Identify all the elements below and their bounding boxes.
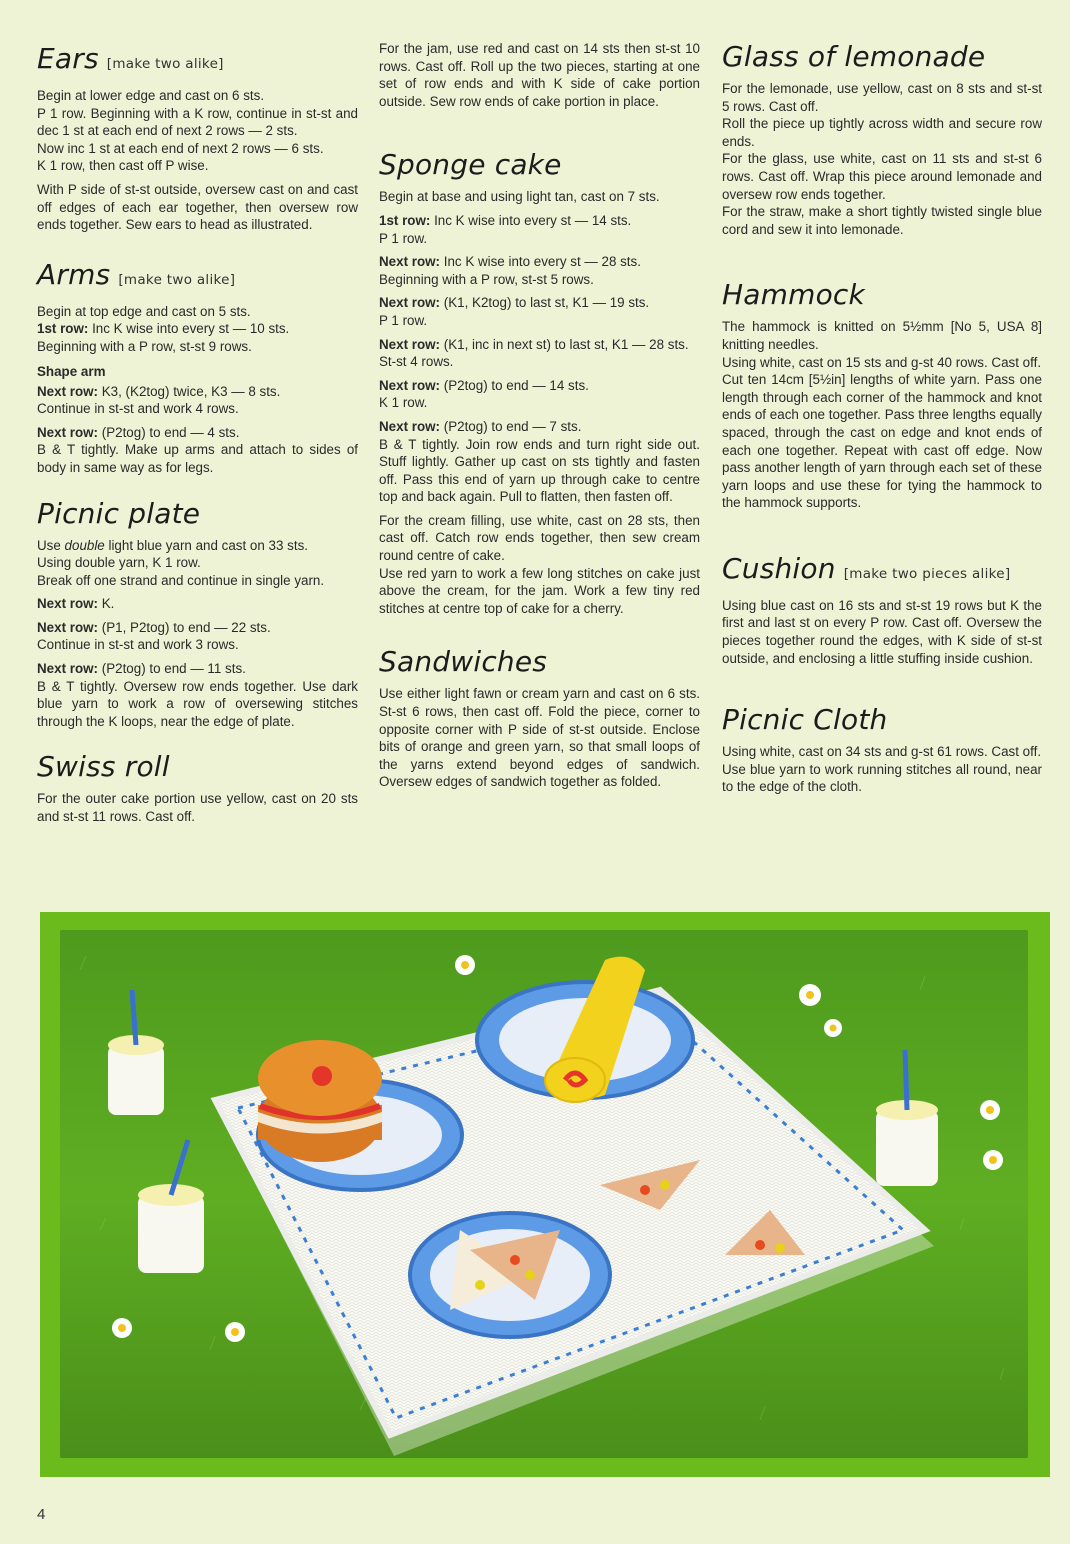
sandwiches-title: Sandwiches [379,645,548,679]
swiss-roll-title: Swiss roll [37,750,170,784]
sponge-p2: P 1 row. [379,230,428,246]
arms-p1: Begin at top edge and cast on 5 sts. [37,303,251,319]
plate-p2: Using double yarn, K 1 row. [37,555,201,571]
hammock-title: Hammock [722,278,865,312]
sponge-row3 [379,294,700,312]
sponge-row5-text: (P2tog) to end — 14 sts. [440,377,589,393]
ears-section [37,42,358,234]
lemonade-p4: For the straw, make a short tightly twisted single blue cord and sew it into lemonade. [722,204,1042,237]
plate-row3-text: (P2tog) to end — 11 sts. [98,661,246,677]
lemonade-p3: For the glass, use white, cast on 11 sts and st-st 6 rows. Cast off. Wrap this piece around lemonade and oversew row ends together. [722,151,1042,202]
ears-title: Ears [37,42,99,75]
picnic-cloth-title: Picnic Cloth [722,703,888,737]
sponge-p4: P 1 row. [379,312,428,328]
sponge-row1-label: 1st row: [379,212,431,228]
plate-row1-label: Next row: [37,596,99,612]
plate-row3-label: Next row: [37,661,99,677]
sponge-row2 [379,253,700,271]
hammock-section [722,278,1042,512]
sponge-row3-text: (K1, K2tog) to last st, K1 — 19 sts. [440,295,650,311]
sponge-row1-text: Inc K wise into every st — 14 sts. [430,212,632,228]
plate-p1-b: light blue yarn and cast on 33 sts. [104,537,308,553]
plate-p5: B & T tightly. Oversew row ends together. Use dark blue yarn to work a row of oversewing stitches through the K loops, near the edge of plate. [37,678,358,729]
cushion-section [722,552,1042,667]
page-number: 4 [37,1506,46,1523]
sponge-row4-text: (K1, inc in next st) to last st, K1 — 28 sts. [440,336,689,352]
jam-section [379,40,700,110]
sponge-row2-text: Inc K wise into every st — 28 sts. [440,254,641,270]
cushion-note: [make two pieces alike] [843,565,1011,582]
sponge-row3-label: Next row: [379,295,441,311]
picnic-illustration [60,930,1028,1458]
swiss-roll-p1: For the outer cake portion use yellow, cast on 20 sts and st-st 11 rows. Cast off. [37,791,358,825]
ears-p4: K 1 row, then cast off P wise. [37,158,209,174]
arms-row1 [37,320,358,338]
arms-row2 [37,383,358,401]
plate-p3: Break off one strand and continue in single yarn. [37,572,325,588]
picnic-plate-section [37,497,358,731]
ears-p5: With P side of st-st outside, oversew cast on and cast off edges of each ear together, then oversew row ends together. Sew ears to head as illustrated. [37,181,358,233]
sponge-row4-label: Next row: [379,336,441,352]
lemonade-title: Glass of lemonade [722,40,986,73]
plate-p4: Continue in st-st and work 3 rows. [37,637,239,653]
cushion-title: Cushion [722,551,836,585]
ears-note: [make two alike] [106,56,224,72]
sponge-p8: For the cream filling, use white, cast on 28 sts, then cast off. Catch row ends together, then sew cream round centre of cake. [379,512,700,564]
cloth-p2: Use blue yarn to work running stitches all round, near to the edge of the cloth. [722,761,1042,795]
shape-arm-subheading: Shape arm [37,363,106,379]
column-2 [379,40,700,797]
arms-p2: Beginning with a P row, st-st 9 rows. [37,338,252,354]
arms-p3: Continue in st-st and work 4 rows. [37,401,239,417]
plate-row2 [37,619,358,637]
arms-row2-label: Next row: [37,383,99,399]
plate-row2-label: Next row: [37,619,99,635]
sponge-row6 [379,418,700,436]
plate-row2-text: (P1, P2tog) to end — 22 sts. [98,619,271,635]
cushion-heading [722,552,1042,591]
plate-p1-em: double [64,537,105,553]
picnic-cloth-section [722,703,1042,796]
sponge-row1 [379,212,700,230]
jam-p1: For the jam, use red and cast on 14 sts then st-st 10 rows. Cast off. Roll up the two pieces, starting at one set of row ends and with K side of cake portion outside. Sew row ends of cake portion in place. [379,41,700,109]
sponge-row4 [379,336,700,354]
arms-row3 [37,424,358,442]
cloth-p1: Using white, cast on 34 sts and g-st 61 rows. Cast off. [722,744,1042,760]
lemonade-p2: Roll the piece up tightly across width and secure row ends. [722,116,1042,149]
arms-row1-label: 1st row: [37,321,89,337]
hammock-p1: The hammock is knitted on 5½mm [No 5, USA 8] knitting needles. [722,319,1042,352]
swiss-roll-section [37,750,358,825]
sponge-row2-label: Next row: [379,254,441,270]
picnic-photo [60,930,1028,1458]
sponge-p5: St-st 4 rows. [379,354,454,370]
ears-p1: Begin at lower edge and cast on 6 sts. [37,88,265,103]
plate-row1-text: K. [98,596,115,612]
sponge-p1: Begin at base and using light tan, cast on 7 sts. [379,189,660,205]
column-1 [37,42,358,832]
arms-row1-text: Inc K wise into every st — 10 sts. [88,321,290,337]
plate-p1 [37,537,358,555]
ears-heading [37,42,358,81]
sponge-cake-title: Sponge cake [379,148,562,182]
sandwiches-section [379,645,700,791]
arms-row3-label: Next row: [37,424,99,440]
sponge-p9: Use red yarn to work a few long stitches on cake just above the cream, for the jam. Work a few tiny red stitches at centre top of cake for a cherry. [379,565,700,616]
plate-row1 [37,595,358,613]
sponge-row6-label: Next row: [379,418,441,434]
lemonade-p1: For the lemonade, use yellow, cast on 8 sts and st-st 5 rows. Cast off. [722,81,1042,114]
arms-title: Arms [37,257,111,291]
sandwiches-p1: Use either light fawn or cream yarn and cast on 6 sts. St-st 6 rows, then cast off. Fold the piece, corner to opposite corner with P side of st-st outside. Enclose bits of orange and green yarn, so that small loops of the yarns extend beyond edges of sandwich. Oversew edges of sandwich together as folded. [379,686,700,790]
sponge-row6-text: (P2tog) to end — 7 sts. [440,418,582,434]
plate-p1-a: Use [37,537,65,553]
arms-section [37,258,358,477]
arms-row2-text: K3, (K2tog) twice, K3 — 8 sts. [98,383,281,399]
sponge-row5-label: Next row: [379,377,441,393]
sponge-cake-section [379,148,700,617]
arms-row3-text: (P2tog) to end — 4 sts. [98,424,240,440]
sponge-p7: B & T tightly. Join row ends and turn right side out. Stuff lightly. Gather up cast on sts tightly and fasten off. Pass this end of yarn up through cake to centre top and back again. Pull to flatten, then fasten off. [379,436,700,505]
sandwich-plate [410,1213,610,1337]
ears-p3: Now inc 1 st at each end of next 2 rows — 6 sts. [37,140,324,156]
hammock-p3: Cut ten 14cm [5½in] lengths of white yarn. Pass one length through each corner of the hammock and knot ends of each one together. Pass three lengths equally spaced, through the cast on edge and knot ends of each one together. Repeat with cast off edge. Now pass another length of yarn through each set of these yarn loops and use these for tying the hammock to the hammock supports. [722,372,1042,511]
ears-p2: P 1 row. Beginning with a K row, continue in st-st and dec 1 st at each end of next 2 rows — 2 sts. [37,105,358,139]
hammock-p2: Using white, cast on 15 sts and g-st 40 rows. Cast off. [722,354,1042,370]
arms-heading [37,258,358,297]
arms-note: [make two alike] [118,271,236,288]
picnic-plate-title: Picnic plate [37,496,201,530]
lemonade-section [722,40,1042,238]
sponge-p3: Beginning with a P row, st-st 5 rows. [379,271,594,287]
sponge-row5 [379,377,700,395]
arms-p4: B & T tightly. Make up arms and attach to sides of body in same way as for legs. [37,442,358,475]
sponge-p6: K 1 row. [379,395,428,411]
cushion-p1: Using blue cast on 16 sts and st-st 19 rows but K the first and last st on every P row. Cast off. Oversew the pieces together round the edges, with K side of st-st outside, and enclosing a little stuffing inside cushion. [722,597,1042,666]
plate-row3 [37,660,358,678]
column-3 [722,40,1042,802]
